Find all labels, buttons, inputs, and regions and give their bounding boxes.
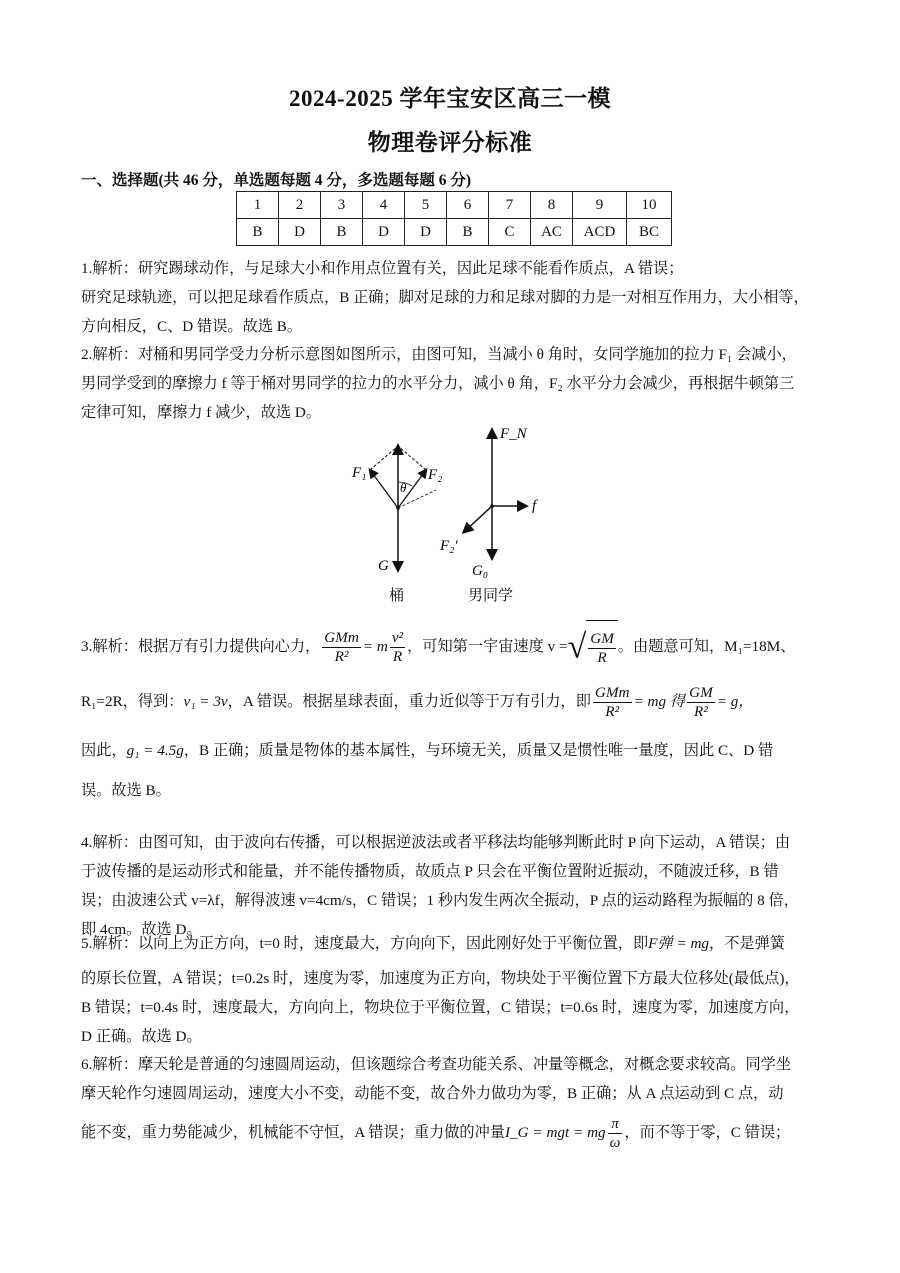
text-line: 1.解析：研究踢球动作，与足球大小和作用点位置有关，因此足球不能看作质点，A 错误； [81, 260, 684, 277]
table-cell: 2 [279, 192, 321, 219]
text-line: 即 4cm。故选 D。 [81, 921, 202, 938]
table-cell: 3 [321, 192, 363, 219]
text-line: 4.解析：由图可知，由于波向右传播，可以根据逆波法或者平移法均能够判断此时 P 向下运动，A 错误；由 [81, 834, 791, 851]
dashed-line [370, 446, 398, 470]
text-line: 研究足球轨迹，可以把足球看作质点，B 正确；脚对足球的力和足球对脚的力是一对相互作用力，大小相等， [81, 289, 809, 306]
text-line: 2.解析：对桶和男同学受力分析示意图如图所示，由图可知，当减小 θ 角时，女同学施加的拉力 F₁ 会减小， [81, 346, 797, 363]
table-cell: ACD [573, 219, 627, 246]
label-theta: θ [400, 480, 407, 495]
f2prime-arrow [464, 506, 492, 532]
label-f2prime: F₂′ [440, 538, 458, 554]
fraction-numerator: π [608, 1115, 623, 1134]
table-cell: 5 [405, 192, 447, 219]
q5-explanation [81, 924, 821, 1051]
text-line: 误；由波速公式 v=λf，解得波速 v=4cm/s，C 错误；1 秒内发生两次全振动，P 点的运动路程为振幅的 8 倍， [81, 892, 799, 909]
bucket-forces [351, 446, 442, 574]
table-cell: 4 [363, 192, 405, 219]
text-line: B 错误；t=0.4s 时，速度最大，方向向上，物块位于平衡位置，C 错误；t=0.6s 时，速度为零，加速度方向， [81, 999, 800, 1016]
table-cell: AC [531, 219, 573, 246]
caption-boy: 男同学 [468, 588, 514, 604]
text: 能不变，重力势能减少，机械能不守恒，A 错误；重力做的冲量 [81, 1124, 505, 1141]
fraction-numerator: GM [590, 630, 614, 648]
boy-forces [439, 426, 538, 579]
q6-explanation [81, 1050, 821, 1158]
label-f2: F₂ [428, 467, 443, 483]
text-line [81, 675, 821, 729]
sqrt-sign-icon: √ [567, 628, 587, 666]
answer-table [236, 191, 672, 246]
section-heading: 一、选择题(共 46 分，单选题每题 4 分，多选题每题 6 分) [81, 172, 472, 189]
text: 因此， [81, 742, 127, 760]
formula-fraction [608, 1115, 623, 1152]
fraction-denominator: R² [334, 648, 349, 666]
fraction-numerator: v² [391, 629, 404, 647]
fraction-denominator: ω [609, 1134, 621, 1152]
text-line [81, 620, 821, 675]
text-line: 摩天轮作匀速圆周运动，速度大小不变，动能不变，故合外力做功为零，B 正确；从 A 点运动到 C 点，动 [81, 1085, 784, 1102]
text-line: 于波传播的是运动形式和能量，并不能传播物质，故质点 P 只会在平衡位置附近振动，不随波迁移，B 错 [81, 863, 779, 880]
text: ，可知第一宇宙速度 v = [407, 638, 568, 655]
table-cell: 1 [237, 192, 279, 219]
fraction-numerator: GM [689, 684, 713, 702]
text-line: 6.解析：摩天轮是普通的匀速圆周运动，但该题综合考查功能关系、冲量等概念，对概念要求较高。同学坐 [81, 1056, 792, 1073]
table-cell: 8 [531, 192, 573, 219]
formula-text: v₁ = 3v [183, 693, 228, 711]
table-cell: B [237, 219, 279, 246]
formula-fraction [390, 629, 405, 666]
label-f: f [532, 498, 537, 514]
caption-bucket: 桶 [389, 588, 405, 604]
bucket-point [396, 506, 400, 510]
label-f1: F₁ [352, 465, 367, 481]
table-cell: 9 [573, 192, 627, 219]
text-line: 的原长位置，A 错误；t=0.2s 时，速度为零，加速度为正方向，物块处于平衡位置下方最大位移处(最低点)， [81, 970, 800, 987]
table-cell: D [405, 219, 447, 246]
formula-text: I_G = mgt = mg [505, 1124, 606, 1141]
text-line [81, 729, 821, 773]
q3-explanation [81, 620, 821, 809]
document-subtitle: 物理卷评分标准 [367, 130, 533, 155]
text: ，B 正确；质量是物体的基本属性，与环境无关，质量又是惯性唯一量度，因此 C、D 错 [183, 742, 774, 760]
text-line: 方向相反，C、D 错误。故选 B。 [81, 318, 303, 335]
table-cell: BC [627, 219, 672, 246]
table-cell: B [447, 219, 489, 246]
question-number-row [237, 192, 672, 219]
formula-text: F弹 = mg [648, 935, 710, 952]
text: R₁=2R，得到： [81, 693, 184, 711]
fraction-denominator: R [597, 649, 607, 667]
force-diagram-svg [340, 420, 580, 610]
fraction-numerator: GMm [594, 684, 630, 702]
text-line: 误。故选 B。 [81, 782, 171, 800]
table-cell: D [279, 219, 321, 246]
text-line: 定律可知，摩擦力 f 减少，故选 D。 [81, 404, 322, 421]
table-cell: C [489, 219, 531, 246]
fraction-denominator: R² [694, 703, 708, 721]
fraction-denominator: R [392, 648, 403, 666]
boy-point [490, 504, 494, 508]
text-line [81, 1108, 821, 1158]
text: ，A 错误。根据星球表面，重力近似等于万有引力，即 [227, 693, 591, 711]
formula-fraction [593, 684, 632, 721]
text: ，不是弹簧 [709, 935, 785, 952]
text: ，而不等于零，C 错误； [624, 1124, 791, 1141]
formula-text: = g， [716, 693, 754, 711]
fraction-denominator: R² [605, 703, 620, 721]
text-line [81, 924, 821, 964]
formula-fraction [322, 629, 361, 666]
label-fn: F_N [500, 426, 527, 442]
text: 3.解析：根据万有引力提供向心力， [81, 638, 321, 655]
table-cell: B [321, 219, 363, 246]
formula-sqrt [568, 620, 618, 675]
force-diagram [340, 420, 580, 610]
formula-text: g₁ = 4.5g [126, 742, 184, 760]
dashed-line [398, 446, 426, 470]
fraction-numerator: GMm [324, 629, 359, 647]
formula-fraction [687, 684, 715, 721]
text-line: D 正确。故选 D。 [81, 1028, 202, 1045]
table-cell: 10 [627, 192, 672, 219]
document-title: 2024-2025 学年宝安区高三一模 [289, 86, 611, 111]
text: 。由题意可知，M₁=18M、 [617, 638, 796, 655]
answer-row [237, 219, 672, 246]
q1-explanation [81, 254, 821, 341]
formula-text: = mg 得 [633, 693, 686, 711]
q2-explanation [81, 340, 821, 427]
text-line: 男同学受到的摩擦力 f 等于桶对男同学的拉力的水平分力，减小 θ 角，F₂ 水平分力会减少，再根据牛顿第三 [81, 375, 795, 392]
table-cell: D [363, 219, 405, 246]
table-cell: 7 [489, 192, 531, 219]
label-g: G [378, 558, 389, 574]
formula-text: = m [362, 638, 388, 655]
f1-arrow [370, 470, 398, 508]
label-g0: G₀ [472, 563, 489, 579]
table-cell: 6 [447, 192, 489, 219]
text: 5.解析：以向上为正方向，t=0 时，速度最大，方向向下，因此刚好处于平衡位置，即 [81, 935, 649, 952]
